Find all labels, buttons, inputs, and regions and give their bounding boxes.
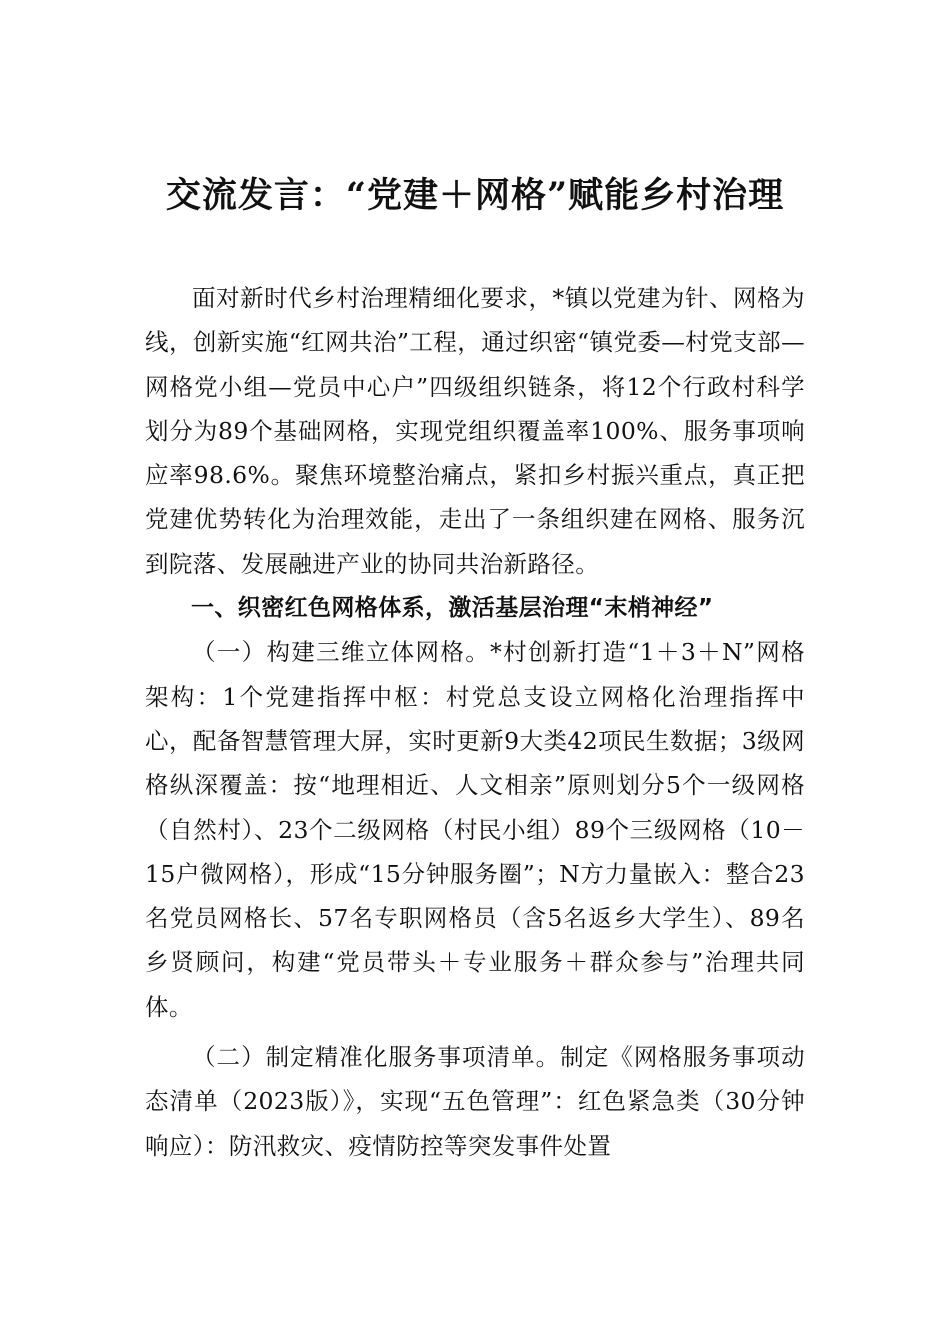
subsection-2-paragraph: （二）制定精准化服务事项清单。制定《网格服务事项动态清单（2023版）》，实现“五色管理”：红色紧急类（30分钟响应）：防汛救灾、疫情防控等突发事件处置 xyxy=(145,1043,805,1160)
document-body xyxy=(145,276,805,1168)
subsection-1-paragraph: （一）构建三维立体网格。*村创新打造“1＋3＋N”网格架构：1个党建指挥中枢：村党总支设立网格化治理指挥中心，配备智慧管理大屏，实时更新9大类42项民生数据；3级网格纵深覆盖：按“地理相近、人文相亲”原则划分5个一级网格（自然村）、23个二级网格（村民小组）89个三级网格（10－15户微网格），形成“15分钟服务圈”；N方力量嵌入：整合23名党员网格长、57名专职网格员（含5名返乡大学生）、89名乡贤顾问，构建“党员带头＋专业服务＋群众参与”治理共同体。 xyxy=(145,638,805,1021)
document-title: 交流发言：“党建＋网格”赋能乡村治理 xyxy=(165,175,785,216)
intro-paragraph: 面对新时代乡村治理精细化要求，*镇以党建为针、网格为线，创新实施“红网共治”工程，通过织密“镇党委—村党支部—网格党小组—党员中心户”四级组织链条，将12个行政村科学划分为89个基础网格，实现党组织覆盖率100%、服务事项响应率98.6%。聚焦环境整治痛点，紧扣乡村振兴重点，真正把党建优势转化为治理效能，走出了一条组织建在网格、服务沉到院落、发展融进产业的协同共治新路径。 xyxy=(145,284,805,578)
section-heading-1: 一、织密红色网格体系，激活基层治理“末梢神经” xyxy=(191,595,714,622)
